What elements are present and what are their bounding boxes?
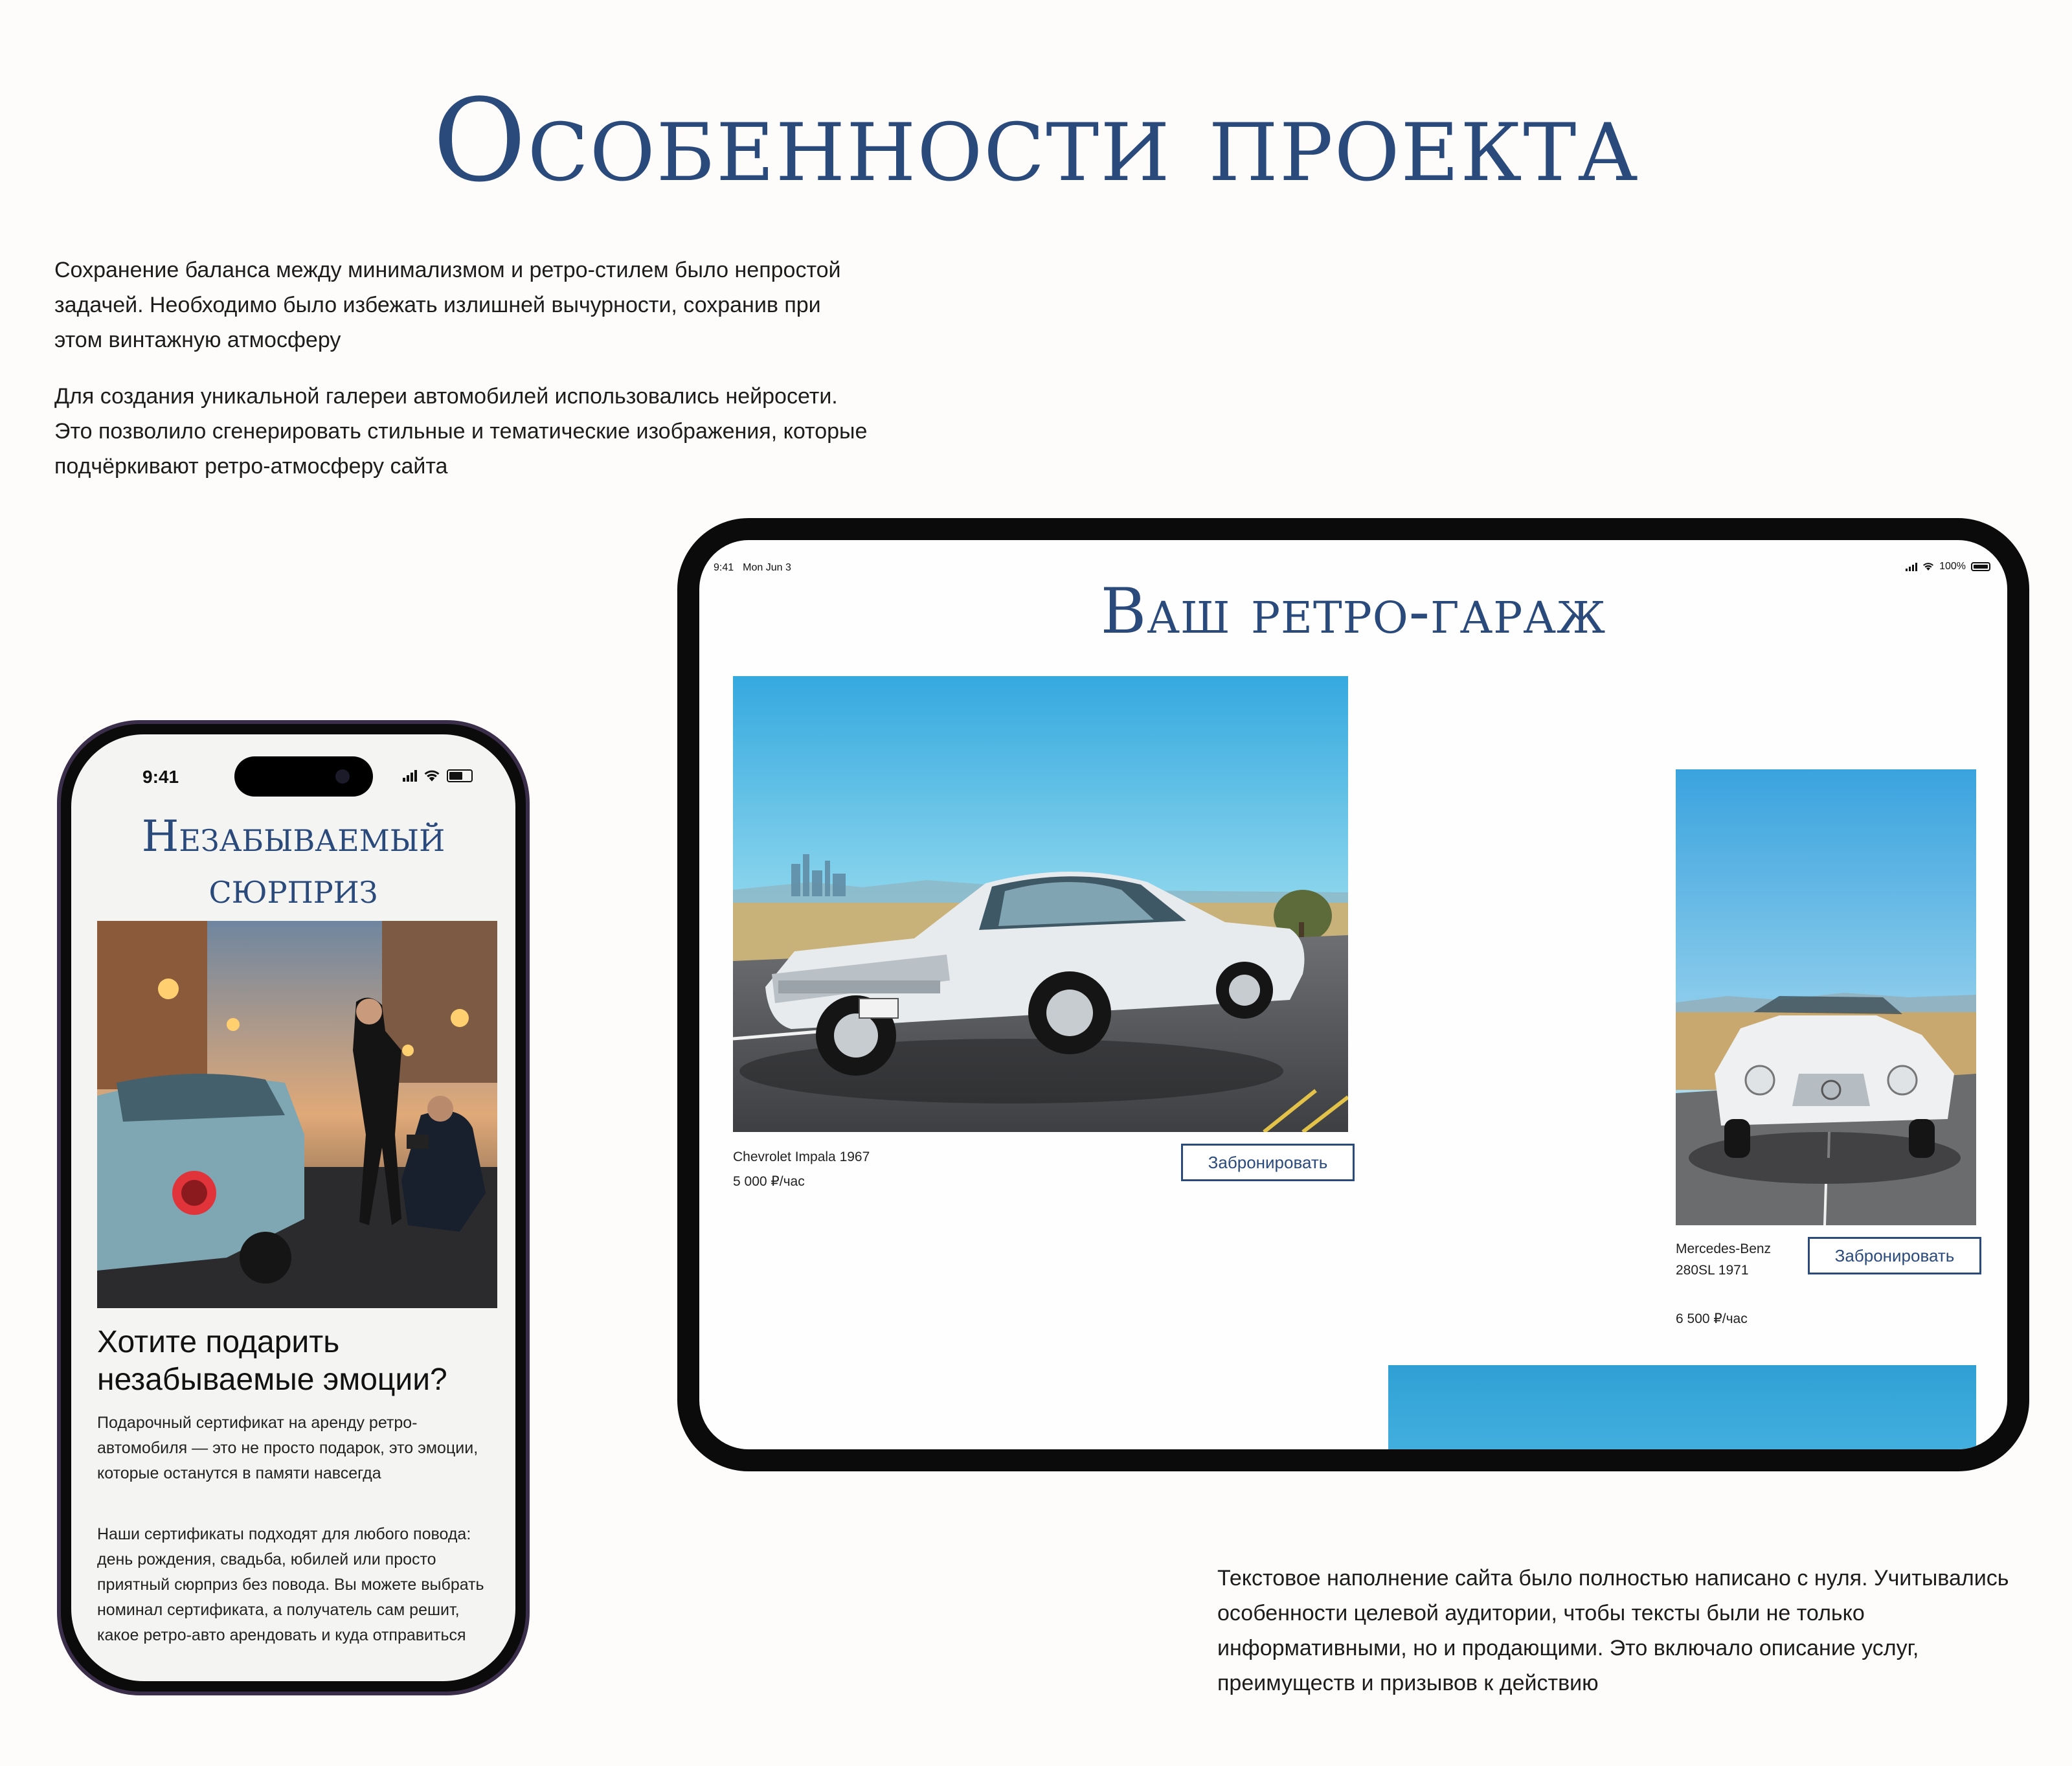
phone-page-title: Незабываемый сюрприз: [141, 811, 445, 913]
wifi-icon: [423, 769, 440, 782]
car-price-mercedes: 6 500 ₽/час: [1676, 1311, 1748, 1326]
tablet-battery-percent: 100%: [1939, 561, 1966, 572]
car-name-mercedes: Mercedes-Benz 280SL 1971: [1676, 1241, 1772, 1278]
next-car-photo-partial[interactable]: [1388, 1365, 1976, 1462]
phone-screen: [71, 734, 515, 1681]
tablet-screen: [699, 540, 2007, 1449]
wifi-icon: [1922, 562, 1934, 571]
mercedes-280sl-image: [1676, 769, 1976, 1225]
gift-photo-image: [97, 921, 497, 1308]
phone-paragraph-1: Подарочный сертификат на аренду ретро-автомобиля — это не просто подарок, это эмоции, которые останутся в памяти навсегда: [97, 1414, 479, 1482]
outro-paragraph: Текстовое наполнение сайта было полностью написано с нуля. Учитывались особенности целевой аудитории, чтобы тексты были не только информативными, но и продающими. Это включало описание услуг, преимуществ и призывов к действию: [1217, 1566, 2009, 1695]
phone-mockup: [57, 720, 530, 1695]
phone-heading: Хотите подарить незабываемые эмоции?: [97, 1325, 447, 1397]
car-price-chevrolet: 5 000 ₽/час: [733, 1174, 805, 1189]
battery-icon: [447, 769, 473, 782]
mercedes-280sl-photo[interactable]: [1676, 769, 1976, 1225]
chevrolet-impala-image: [733, 676, 1348, 1132]
tablet-status-bar-left: [714, 562, 800, 574]
page-title: Особенности проекта: [433, 74, 1639, 207]
phone-status-bar-right: [403, 769, 473, 782]
phone-status-time: 9:41: [142, 767, 179, 787]
dynamic-island: [234, 756, 373, 797]
tablet-page-title: Ваш ретро-гараж: [1100, 575, 1606, 648]
intro-paragraph-1: Сохранение баланса между минимализмом и ретро-стилем было непростой задачей. Необходимо было избежать излишней вычурности, сохранив при этом винтажную атмосферу: [54, 258, 841, 352]
chevrolet-impala-photo[interactable]: [733, 676, 1348, 1132]
phone-paragraph-2: Наши сертификаты подходят для любого повода: день рождения, свадьба, юбилей или просто приятный сюрприз без повода. Вы можете выбрать номинал сертификата, а получатель сам решит, какое ретро-авто арендовать и куда отправиться: [97, 1525, 484, 1644]
signal-icon: [1906, 562, 1917, 571]
tablet-mockup: [677, 518, 2029, 1471]
book-button-chevrolet[interactable]: Забронировать: [1181, 1144, 1355, 1181]
tablet-status-bar-right: [1906, 561, 1990, 572]
battery-icon: [1971, 562, 1990, 571]
signal-icon: [403, 770, 417, 782]
intro-paragraph-2: Для создания уникальной галереи автомобилей использовались нейросети. Это позволило сгенерировать стильные и тематические изображения, которые подчёркивают ретро-атмосферу сайта: [54, 384, 868, 479]
gift-certificate-photo: [97, 921, 497, 1308]
tablet-status-date: Mon Jun 3: [743, 562, 791, 573]
tablet-status-time: 9:41: [714, 562, 734, 573]
car-name-chevrolet: Chevrolet Impala 1967: [733, 1149, 870, 1164]
book-button-mercedes[interactable]: Забронировать: [1808, 1237, 1981, 1274]
